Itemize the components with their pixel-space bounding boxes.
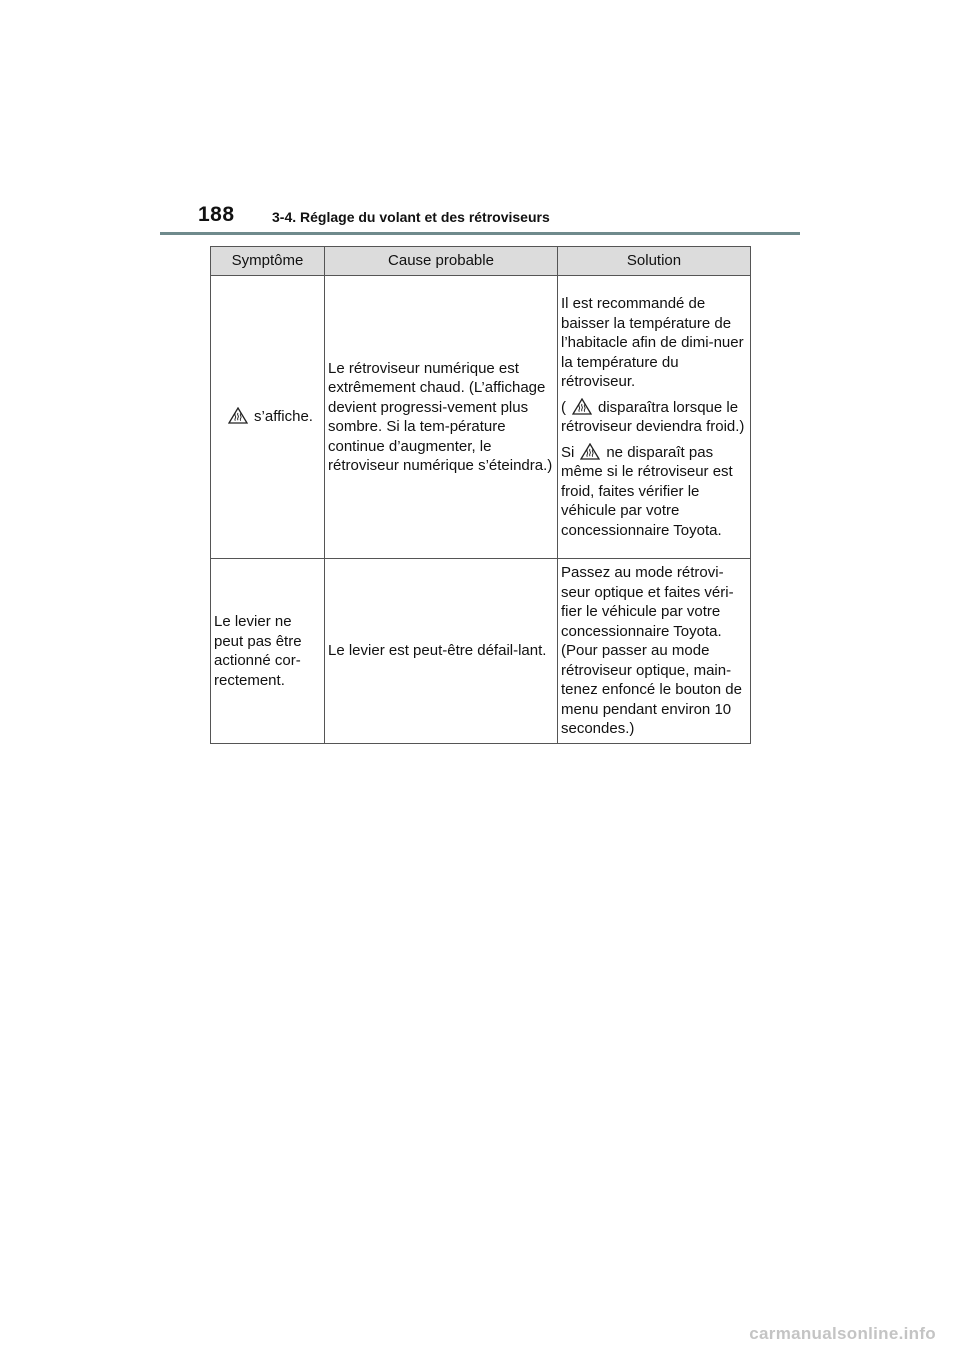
troubleshooting-table bbox=[210, 246, 751, 744]
table-row bbox=[211, 559, 751, 744]
solution-cell bbox=[558, 276, 751, 559]
heat-warning-icon bbox=[228, 407, 248, 424]
table-header-row bbox=[211, 247, 751, 276]
solution-text: Si bbox=[561, 443, 575, 461]
header-divider bbox=[160, 232, 800, 235]
table-row bbox=[211, 276, 751, 559]
column-header-solution: Solution bbox=[558, 247, 751, 276]
symptom-cell: Le levier ne peut pas être actionné cor-rectement. bbox=[211, 559, 325, 744]
cause-cell: Le rétroviseur numérique est extrêmement chaud. (L’affichage devient progressi-vement plus sombre. Si la tem-pérature continue d’augmenter, le rétroviseur numérique s’éteindra.) bbox=[325, 276, 558, 559]
heat-warning-icon bbox=[580, 443, 600, 460]
solution-text: ( bbox=[561, 398, 566, 416]
solution-paragraph: Il est recommandé de baisser la température de l’habitacle afin de dimi-nuer la température du rétroviseur. bbox=[561, 295, 744, 390]
cause-cell: Le levier est peut-être défail-lant. bbox=[325, 559, 558, 744]
solution-cell: Passez au mode rétrovi-seur optique et faites véri-fier le véhicule par votre concessionnaire Toyota. (Pour passer au mode rétroviseur optique, main-tenez enfoncé le bouton de menu pendant environ 10 secondes.) bbox=[558, 559, 751, 744]
solution-paragraph bbox=[561, 443, 747, 541]
solution-text: disparaîtra lorsque le rétroviseur deviendra froid.) bbox=[561, 398, 745, 435]
column-header-cause: Cause probable bbox=[325, 247, 558, 276]
symptom-cell bbox=[211, 276, 325, 559]
page-number: 188 bbox=[198, 203, 235, 226]
section-title: 3-4. Réglage du volant et des rétroviseurs bbox=[272, 209, 550, 225]
symptom-text: s’affiche. bbox=[254, 408, 313, 426]
solution-text: ne disparaît pas même si le rétroviseur est froid, faites vérifier le véhicule par votre concessionnaire Toyota. bbox=[561, 443, 733, 539]
solution-paragraph bbox=[561, 398, 747, 437]
heat-warning-icon bbox=[572, 398, 592, 415]
watermark: carmanualsonline.info bbox=[749, 1324, 936, 1343]
column-header-symptom: Symptôme bbox=[211, 247, 325, 276]
